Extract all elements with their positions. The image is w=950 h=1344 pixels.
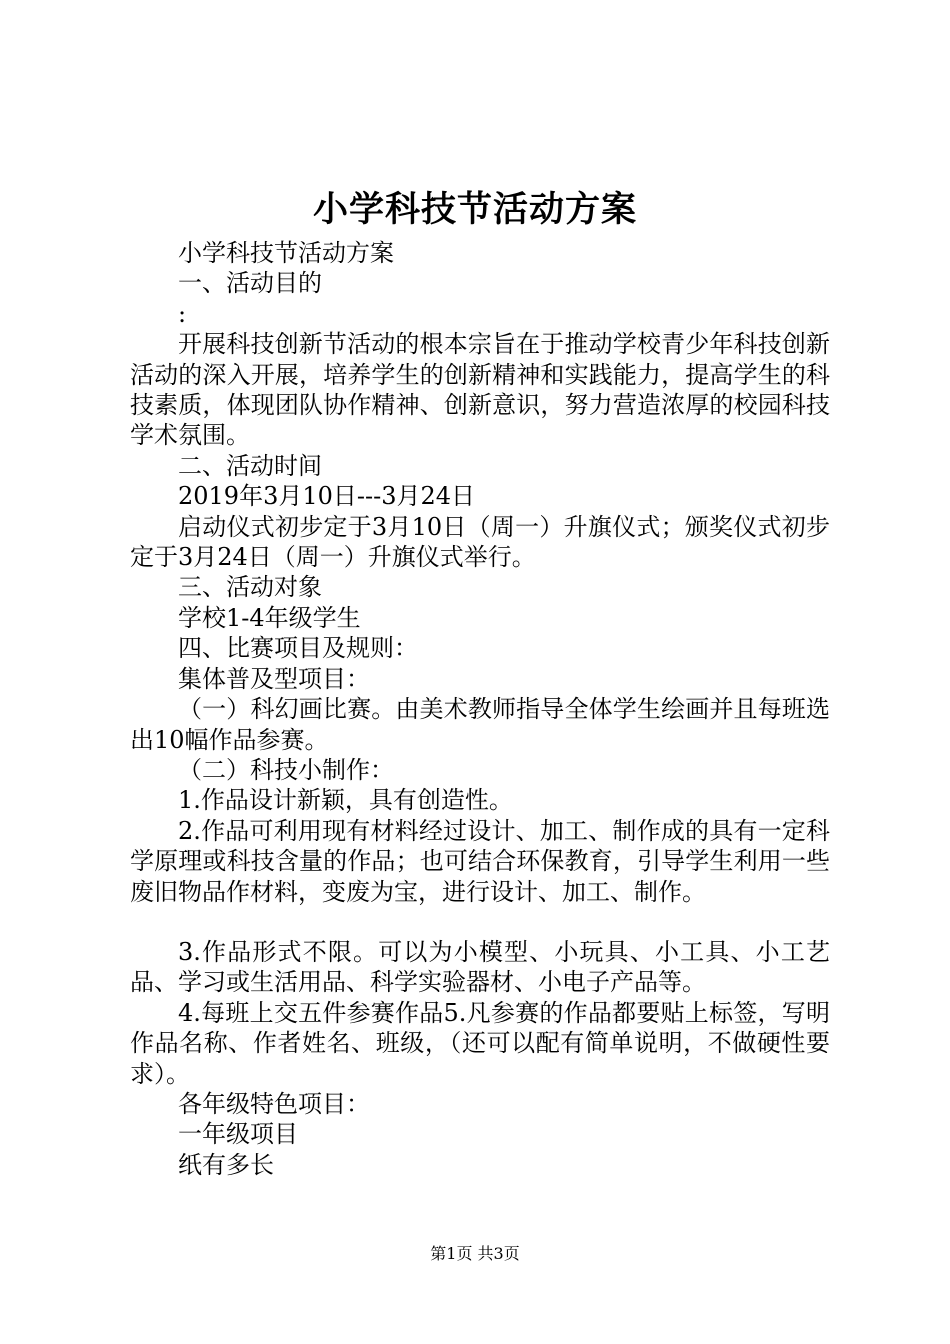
paragraph: : [178,299,187,328]
paragraph: （一）科幻画比赛。由美术教师指导全体学生绘画并且每班选出10幅作品参赛。 [130,695,830,754]
list-item: 2.作品可利用现有材料经过设计、加工、制作成的具有一定科学原理或科技含量的作品；也可结合环保教育，引导学生利用一些废旧物品作材料，变废为宝，进行设计、加工、制作。 [130,816,830,906]
paragraph: 2019年3月10日---3月24日 [178,482,476,511]
list-item: 4.每班上交五件参赛作品5.凡参赛的作品都要贴上标签，写明作品名称、作者姓名、班级，（还可以配有简单说明，不做硬性要求）。 [130,998,830,1088]
list-item: 1.作品设计新颖，具有创造性。 [178,786,513,815]
section-heading: 一、活动目的 [178,269,322,298]
section-heading: 三、活动对象 [178,573,322,602]
paragraph: 一年级项目 [178,1120,298,1149]
paragraph: 学校1-4年级学生 [178,603,361,632]
document-title: 小学科技节活动方案 [312,189,637,230]
paragraph: 小学科技节活动方案 [178,239,394,267]
list-item: 3.作品形式不限。可以为小模型、小玩具、小工具、小工艺品、学习或生活用品、科学实验器材、小电子产品等。 [130,937,830,997]
paragraph: 集体普及型项目： [178,664,370,693]
paragraph: 纸有多长 [178,1150,274,1179]
section-heading: 二、活动时间 [178,451,322,480]
document-body [130,238,830,1180]
paragraph: 开展科技创新节活动的根本宗旨在于推动学校青少年科技创新活动的深入开展，培养学生的创新精神和实践能力，提高学生的科技素质，体现团队协作精神、创新意识，努力营造浓厚的校园科技学术氛围。 [130,330,830,450]
page-footer: 第1页 共3页 [430,1244,520,1263]
paragraph: 启动仪式初步定于3月10日（周一）升旗仪式；颁奖仪式初步定于3月24日（周一）升旗仪式举行。 [130,512,830,572]
paragraph: （二）科技小制作： [178,755,394,784]
paragraph: 各年级特色项目： [178,1089,370,1118]
section-heading: 四、比赛项目及规则： [178,634,418,663]
